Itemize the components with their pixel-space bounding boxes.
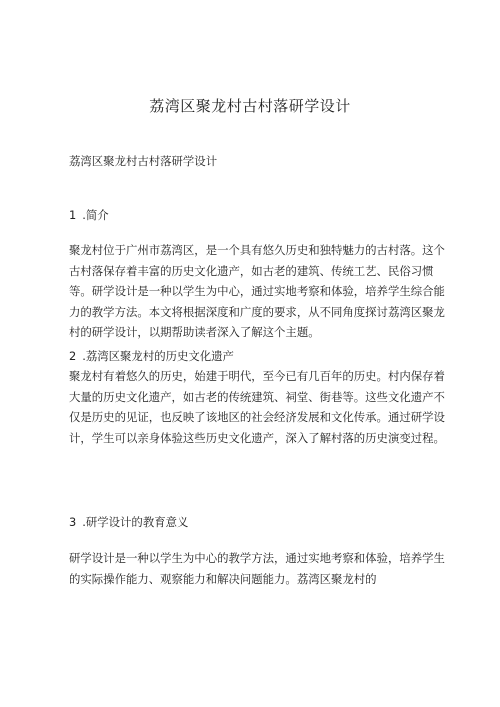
section-1-number: 1 (69, 208, 77, 222)
paragraph-line: 等。研学设计是一种以学生为中心，通过实地考察和体验，培养学生综合能 (69, 284, 445, 298)
section-1-title: .简介 (82, 208, 109, 222)
section-1-paragraph (69, 240, 445, 343)
section-2-paragraph (69, 366, 445, 448)
paragraph-line: 计，学生可以亲身体验这些历史文化遗产，深入了解村落的历史演变过程。 (69, 430, 445, 445)
paragraph-line: 的实际操作能力、观察能力和解决问题能力。荔湾区聚龙村的 (69, 571, 377, 586)
paragraph-line: 聚龙村位于广州市荔湾区，是一个具有悠久历史和独特魅力的古村落。这个 (69, 243, 445, 257)
section-3-paragraph (69, 548, 445, 589)
paragraph-line: 仅是历史的见证，也反映了该地区的社会经济发展和文化传承。通过研学设 (69, 410, 445, 424)
section-3-title: .研学设计的教育意义 (82, 515, 189, 529)
section-2-title: .荔湾区聚龙村的历史文化遗产 (82, 349, 234, 363)
paragraph-line: 大量的历史文化遗产，如古老的传统建筑、祠堂、街巷等。这些文化遗产不 (69, 389, 445, 404)
subtitle-text: 荔湾区聚龙村古村落研学设计 (69, 154, 218, 168)
paragraph-line: 古村落保存着丰富的历史文化遗产，如古老的建筑、传统工艺、民俗习惯 (69, 263, 434, 278)
section-2-heading (69, 346, 439, 367)
section-3-heading (69, 512, 439, 533)
paragraph-line: 村的研学设计，以期帮助读者深入了解这个主题。 (69, 325, 320, 339)
paragraph-line: 力的教学方法。本文将根据深度和广度的要求，从不同角度探讨荔湾区聚龙 (69, 304, 445, 319)
section-3-number: 3 (69, 515, 77, 529)
document-title: 荔湾区聚龙村古村落研学设计 (149, 97, 351, 115)
section-1-heading (69, 205, 439, 226)
document-subtitle (69, 151, 439, 172)
section-2-number: 2 (69, 349, 77, 363)
paragraph-line: 聚龙村有着悠久的历史，始建于明代，至今已有几百年的历史。村内保存着 (69, 369, 445, 383)
paragraph-line: 研学设计是一种以学生为中心的教学方法，通过实地考察和体验，培养学生 (69, 551, 445, 565)
